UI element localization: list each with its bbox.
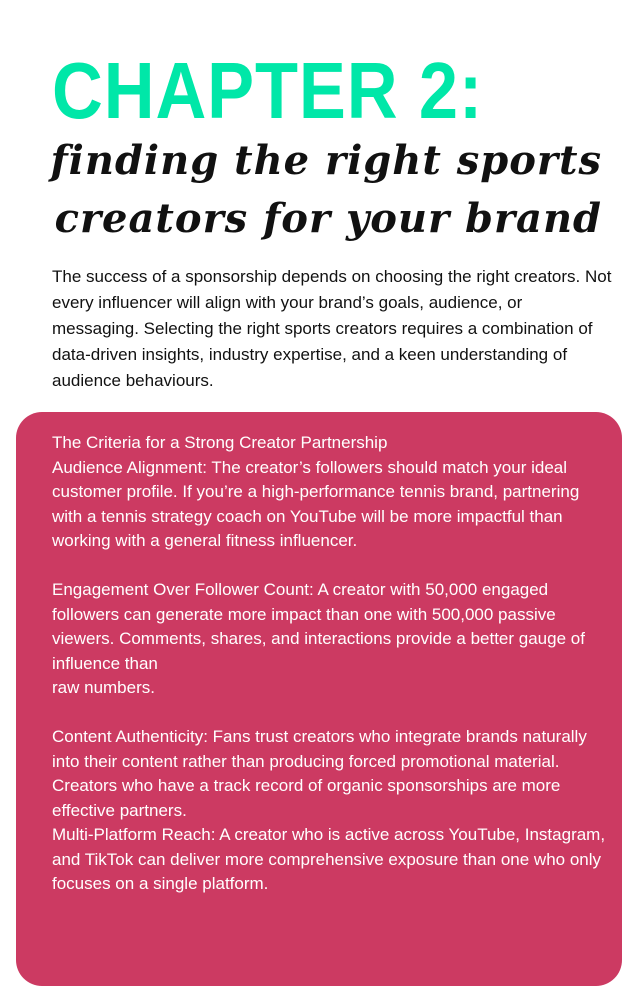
engagement-paragraph-tail: raw numbers. bbox=[52, 678, 155, 697]
content-authenticity-paragraph: Content Authenticity: Fans trust creators who integrate brands naturally into their content rather than producing forced promotional material. Creators who have a track record of organic sponsorships are more effective partners. bbox=[52, 727, 587, 820]
engagement-paragraph: Engagement Over Follower Count: A creator with 50,000 engaged followers can generate more impact than one with 500,000 passive viewers. Comments, shares, and interactions provide a better gauge of influence than bbox=[52, 580, 585, 673]
audience-alignment-paragraph: Audience Alignment: The creator’s followers should match your ideal customer profile. If you’re a high-performance tennis brand, partnering with a tennis strategy coach on YouTube will be more impactful than working with a general fitness influencer. bbox=[52, 457, 580, 550]
multi-platform-paragraph: Multi-Platform Reach: A creator who is active across YouTube, Instagram, and TikTok can deliver more comprehensive exposure than one who only focuses on a single platform. bbox=[52, 825, 606, 893]
criteria-panel bbox=[16, 412, 622, 986]
chapter-subtitle-line-1: finding the right sports bbox=[50, 137, 602, 184]
criteria-title: The Criteria for a Strong Creator Partnership bbox=[52, 433, 388, 452]
criteria-text-block bbox=[52, 431, 608, 897]
chapter-subtitle-line-2: creators for your brand bbox=[54, 195, 602, 242]
chapter-heading: CHAPTER 2: bbox=[52, 46, 484, 135]
intro-paragraph: The success of a sponsorship depends on choosing the right creators. Not every influencer will align with your brand’s goals, audience, or messaging. Selecting the right sports creators requires a combination of data-driven insights, industry expertise, and a keen understanding of audience behaviours. bbox=[52, 267, 612, 390]
paragraph-spacer bbox=[52, 554, 608, 579]
chapter-subtitle bbox=[50, 132, 602, 248]
paragraph-spacer bbox=[52, 701, 608, 726]
